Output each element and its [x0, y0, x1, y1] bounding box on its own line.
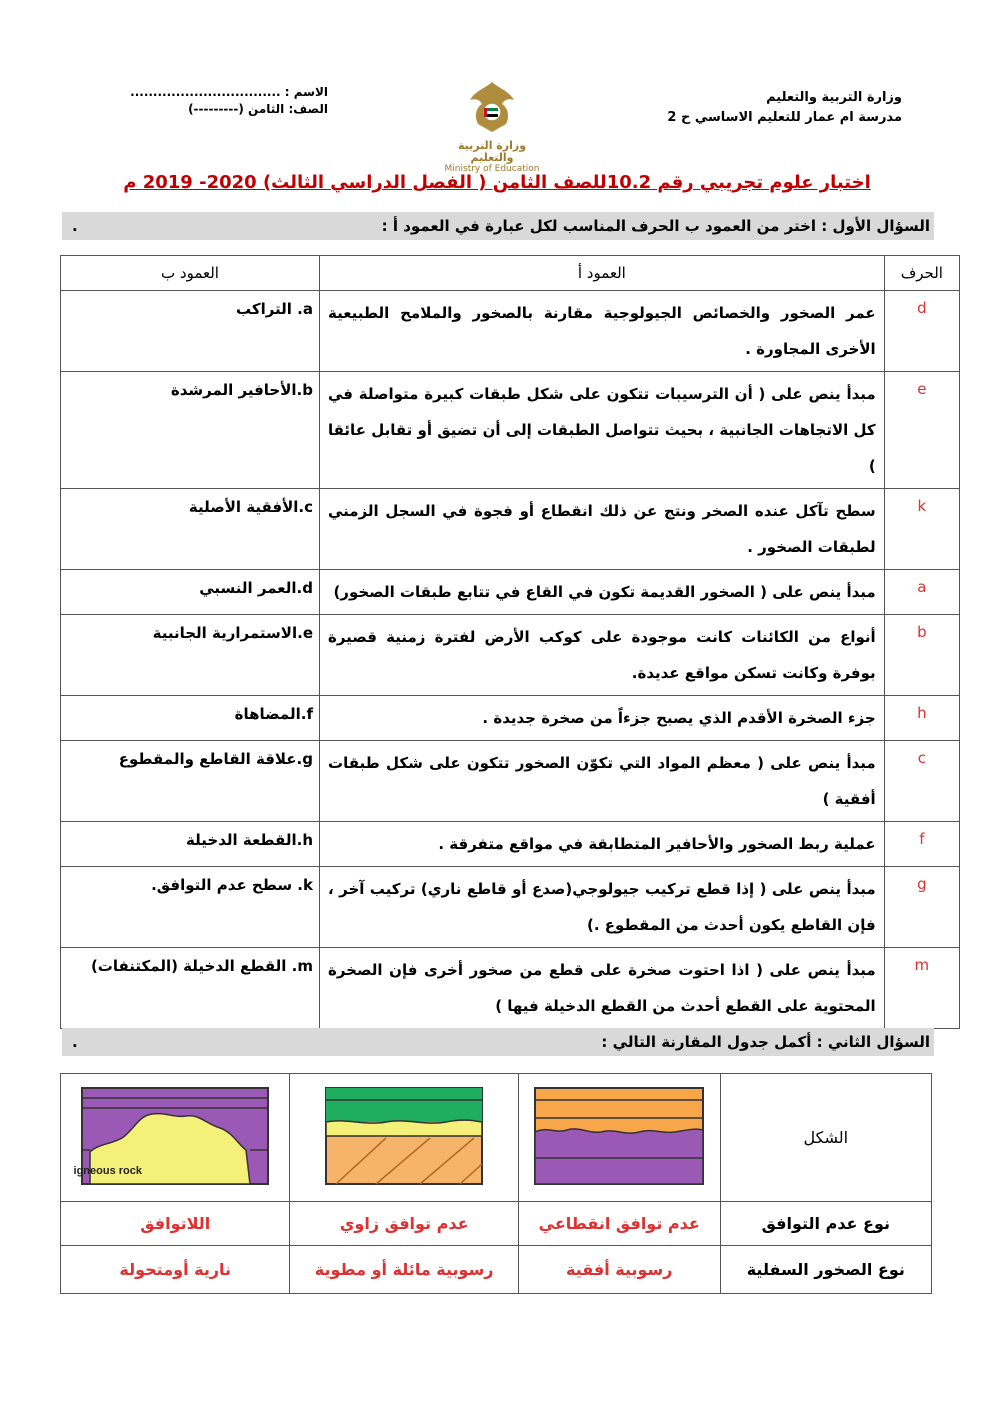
igneous-rock-label: igneous rock [73, 1164, 143, 1177]
lower-rock-cell: نارية أومتحولة [61, 1246, 290, 1294]
table-row [61, 696, 960, 741]
statement: مبدأ ينص على ( اذا احتوت صخرة على قطع من صخور أخرى فإن الصخرة المحتوية على القطع أحدث من القطع الدخيلة فيها ) [320, 948, 885, 1029]
matching-header-row [61, 256, 960, 291]
statement: مبدأ ينص على ( إذا قطع تركيب جيولوجي(صدع أو قاطع ناري) تركيب آخر ، فإن القاطع يكون أحدث من المقطوع .) [320, 867, 885, 948]
answer-letter: m [884, 948, 959, 1029]
lower-rock-row [61, 1246, 932, 1294]
question-1-prompt [62, 212, 934, 240]
term: f.المضاهاة [61, 696, 320, 741]
term: e.الاستمرارية الجانبية [61, 615, 320, 696]
answer-letter: d [884, 291, 959, 372]
answer-letter: a [884, 570, 959, 615]
ministry-logo [438, 78, 546, 174]
answer-letter: k [884, 489, 959, 570]
statement: مبدأ ينص على ( أن الترسيبات تتكون على شكل طبقات كبيرة متواصلة في كل الاتجاهات الجانبية ، بحيث تتواصل الطبقات إلى أن تضيق أو تقابل عائقا ) [320, 372, 885, 489]
type-row [61, 1202, 932, 1246]
emblem-icon [462, 78, 522, 136]
question-2-prompt [62, 1028, 934, 1056]
answer-letter: e [884, 372, 959, 489]
header-column-b: العمود ب [61, 256, 320, 291]
term: b.الأحافير المرشدة [61, 372, 320, 489]
table-row [61, 615, 960, 696]
table-row [61, 867, 960, 948]
term: m. القطع الدخيلة (المكتنفات) [61, 948, 320, 1029]
type-label: نوع عدم التوافق [720, 1202, 931, 1246]
statement: مبدأ ينص على ( الصخور القديمة تكون في القاع في تتابع طبقات الصخور) [320, 570, 885, 615]
school-name: مدرسة ام عمار للتعليم الاساسي ح 2 [667, 110, 902, 125]
lower-rock-cell: رسوبية مائلة أو مطوية [290, 1246, 518, 1294]
type-cell: عدم توافق زاوي [290, 1202, 518, 1246]
header-column-a: العمود أ [320, 256, 885, 291]
statement: جزء الصخرة الأقدم الذي يصبح جزءاً من صخرة جديدة . [320, 696, 885, 741]
statement: مبدأ ينص على ( معظم المواد التي تكوّن الصخور تتكون على شكل طبقات أفقية ) [320, 741, 885, 822]
school-header [642, 88, 902, 128]
page-title: اختبار علوم تجريبي رقم 10.2للصف الثامن ( الفصل الدراسي الثالث) 2020- 2019 م [123, 172, 871, 193]
question-1-dot: . [72, 217, 78, 235]
table-row [61, 570, 960, 615]
angular-unconformity-diagram [290, 1074, 518, 1202]
statement: أنواع من الكائنات كانت موجودة على كوكب الأرض لفترة زمنية قصيرة بوفرة وكانت تسكن مواقع عديدة. [320, 615, 885, 696]
ministry-name: وزارة التربية والتعليم [766, 90, 902, 105]
question-1-text: السؤال الأول : اختر من العمود ب الحرف المناسب لكل عبارة في العمود أ : [381, 217, 930, 235]
name-field: الاسم : ................................. [130, 85, 328, 99]
comparison-table [60, 1073, 932, 1294]
table-row [61, 948, 960, 1029]
type-cell: عدم توافق انقطاعي [518, 1202, 720, 1246]
header-letter: الحرف [884, 256, 959, 291]
table-row [61, 741, 960, 822]
statement: سطح تآكل عنده الصخر ونتج عن ذلك انقطاع أو فجوة في السجل الزمني لطبقات الصخور . [320, 489, 885, 570]
statement: عملية ربط الصخور والأحافير المتطابقة في مواقع متفرقة . [320, 822, 885, 867]
answer-letter: g [884, 867, 959, 948]
shape-row [61, 1074, 932, 1202]
lower-rock-label: نوع الصخور السفلية [720, 1246, 931, 1294]
table-row [61, 291, 960, 372]
disconformity-diagram [518, 1074, 720, 1202]
term: k. سطح عدم التوافق. [61, 867, 320, 948]
table-row [61, 489, 960, 570]
logo-english: Ministry of Education [444, 164, 540, 174]
term: g.علاقة القاطع والمقطوع [61, 741, 320, 822]
shape-label: الشكل [720, 1074, 931, 1202]
answer-letter: c [884, 741, 959, 822]
statement: عمر الصخور والخصائص الجيولوجية مقارنة بالصخور والملامح الطبيعية الأخرى المجاورة . [320, 291, 885, 372]
type-cell: اللاتوافق [61, 1202, 290, 1246]
answer-letter: b [884, 615, 959, 696]
term: a. التراكب [61, 291, 320, 372]
lower-rock-cell: رسوبية أفقية [518, 1246, 720, 1294]
student-info [98, 84, 328, 118]
table-row [61, 372, 960, 489]
question-2-dot: . [72, 1033, 78, 1051]
table-row [61, 822, 960, 867]
term: h.القطعة الدخيلة [61, 822, 320, 867]
term: d.العمر النسبي [61, 570, 320, 615]
grade-field: الصف: الثامن (---------) [188, 102, 328, 116]
matching-table [60, 255, 960, 1029]
answer-letter: f [884, 822, 959, 867]
question-2-text: السؤال الثاني : أكمل جدول المقارنة التالي : [601, 1033, 930, 1051]
logo-arabic: وزارة التربية والتعليم [457, 139, 527, 164]
term: c.الأفقية الأصلية [61, 489, 320, 570]
nonconformity-diagram [61, 1074, 290, 1202]
answer-letter: h [884, 696, 959, 741]
